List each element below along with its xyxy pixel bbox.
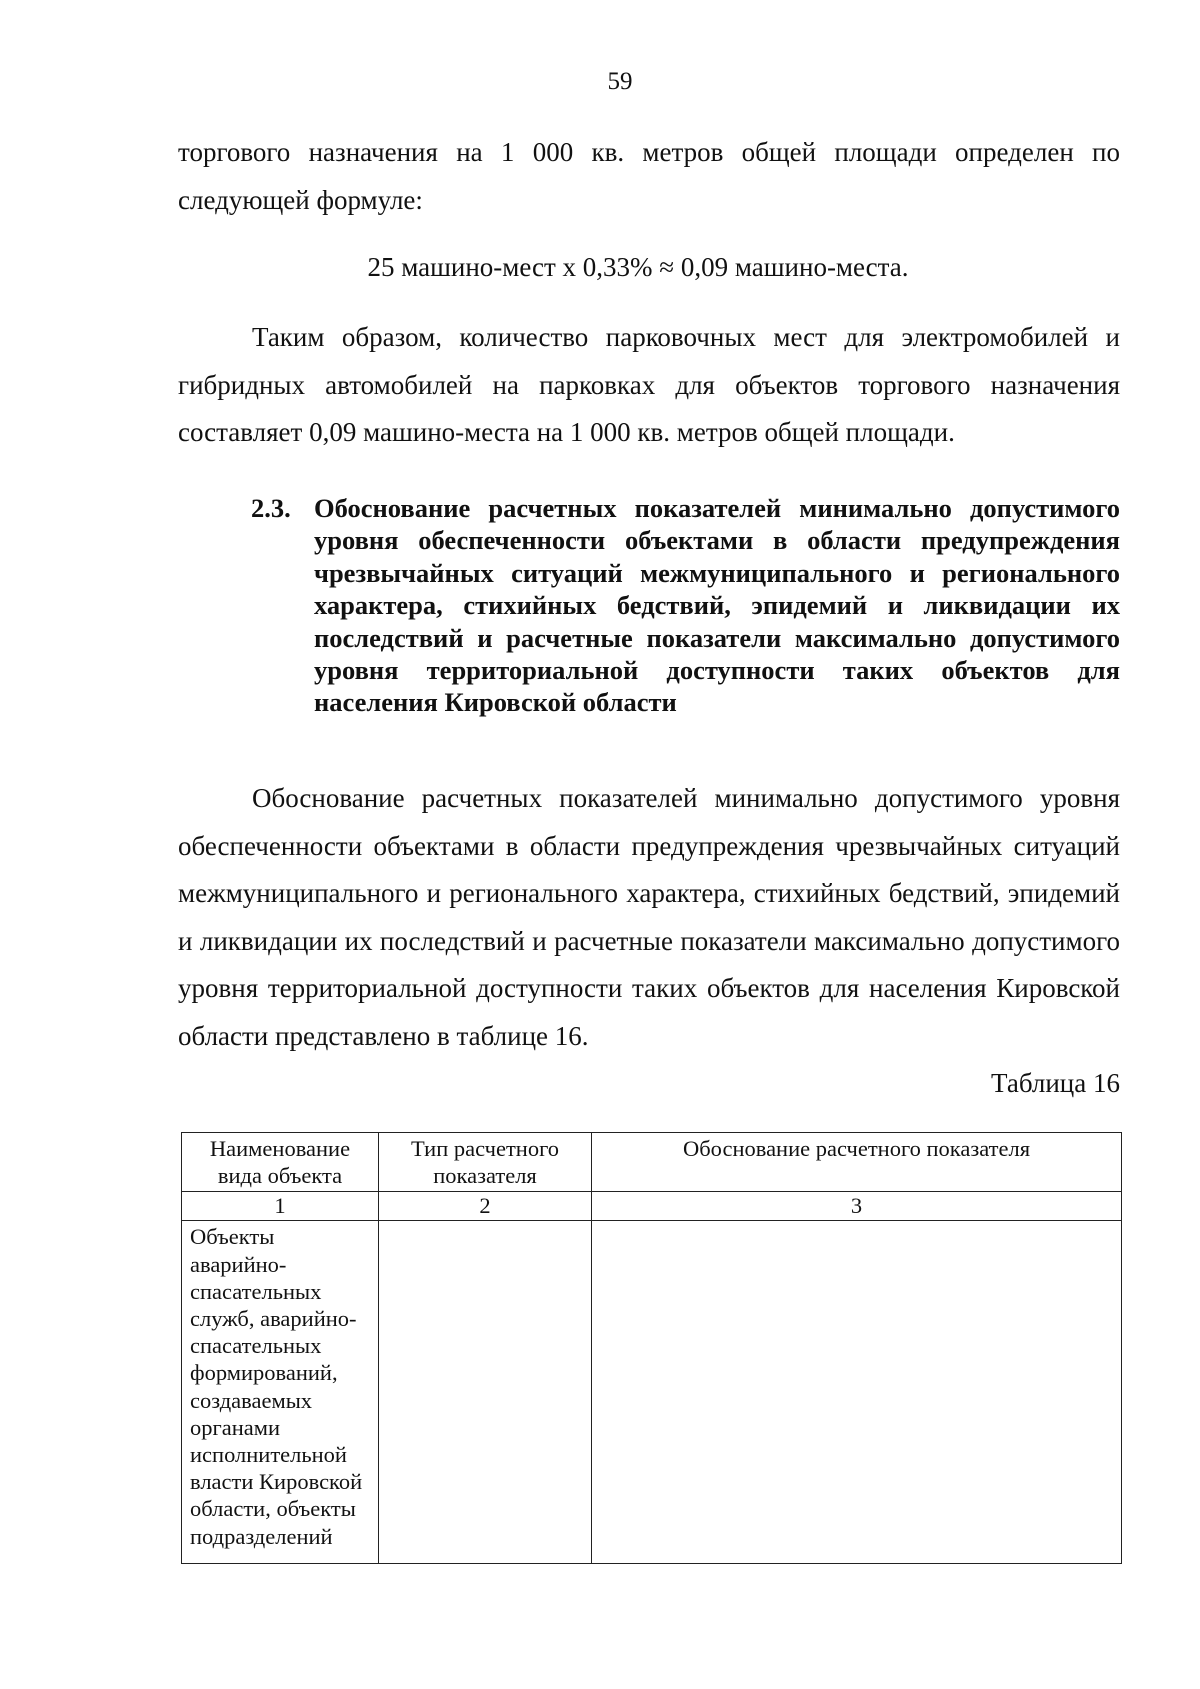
cell-indicator-type xyxy=(379,1221,592,1564)
cell-justification xyxy=(592,1221,1122,1564)
page-number: 59 xyxy=(607,68,633,95)
table-header-row xyxy=(182,1133,1122,1192)
table-row xyxy=(182,1221,1122,1564)
table-caption: Таблица 16 xyxy=(991,1068,1120,1098)
column-number: 1 xyxy=(182,1192,379,1221)
formula: 25 машино-мест х 0,33% ≈ 0,09 машино-места. xyxy=(367,252,909,282)
cell-object-name: Объекты аварийно-спасательных служб, аварийно-спасательных формирований, создаваемых органами исполнительной власти Кировской области, объекты подразделений xyxy=(182,1221,379,1564)
table-column-numbers-row xyxy=(182,1192,1122,1221)
paragraph-body: Обоснование расчетных показателей минимально допустимого уровня обеспеченности объектами в области предупреждения чрезвычайных ситуаций межмуниципального и регионального характера, стихийных бедствий, эпидемий и ликвидации их последствий и расчетные показатели максимально допустимого уровня территориальной доступности таких объектов для населения Кировской области представлено в таблице 16. xyxy=(178,783,1120,1051)
section-number: 2.3. xyxy=(251,493,291,523)
data-table xyxy=(181,1132,1122,1564)
column-number: 2 xyxy=(379,1192,592,1221)
header-object-name: Наименование вида объекта xyxy=(182,1133,379,1192)
header-justification: Обоснование расчетного показателя xyxy=(592,1133,1122,1192)
section-heading xyxy=(251,492,1120,719)
column-number: 3 xyxy=(592,1192,1122,1221)
header-indicator-type: Тип расчетного показателя xyxy=(379,1133,592,1192)
paragraph-conclusion: Таким образом, количество парковочных мест для электромобилей и гибридных автомобилей на парковках для объектов торгового назначения составляет 0,09 машино-места на 1 000 кв. метров общей площади. xyxy=(178,322,1120,447)
paragraph-intro: торгового назначения на 1 000 кв. метров общей площади определен по следующей формуле: xyxy=(178,137,1120,215)
section-title: Обоснование расчетных показателей минимально допустимого уровня обеспеченности объектами в области предупреждения чрезвычайных ситуаций межмуниципального и регионального характера, стихийных бедствий, эпидемий и ликвидации их последствий и расчетные показатели максимально допустимого уровня территориальной доступности таких объектов для населения Кировской области xyxy=(314,493,1120,718)
